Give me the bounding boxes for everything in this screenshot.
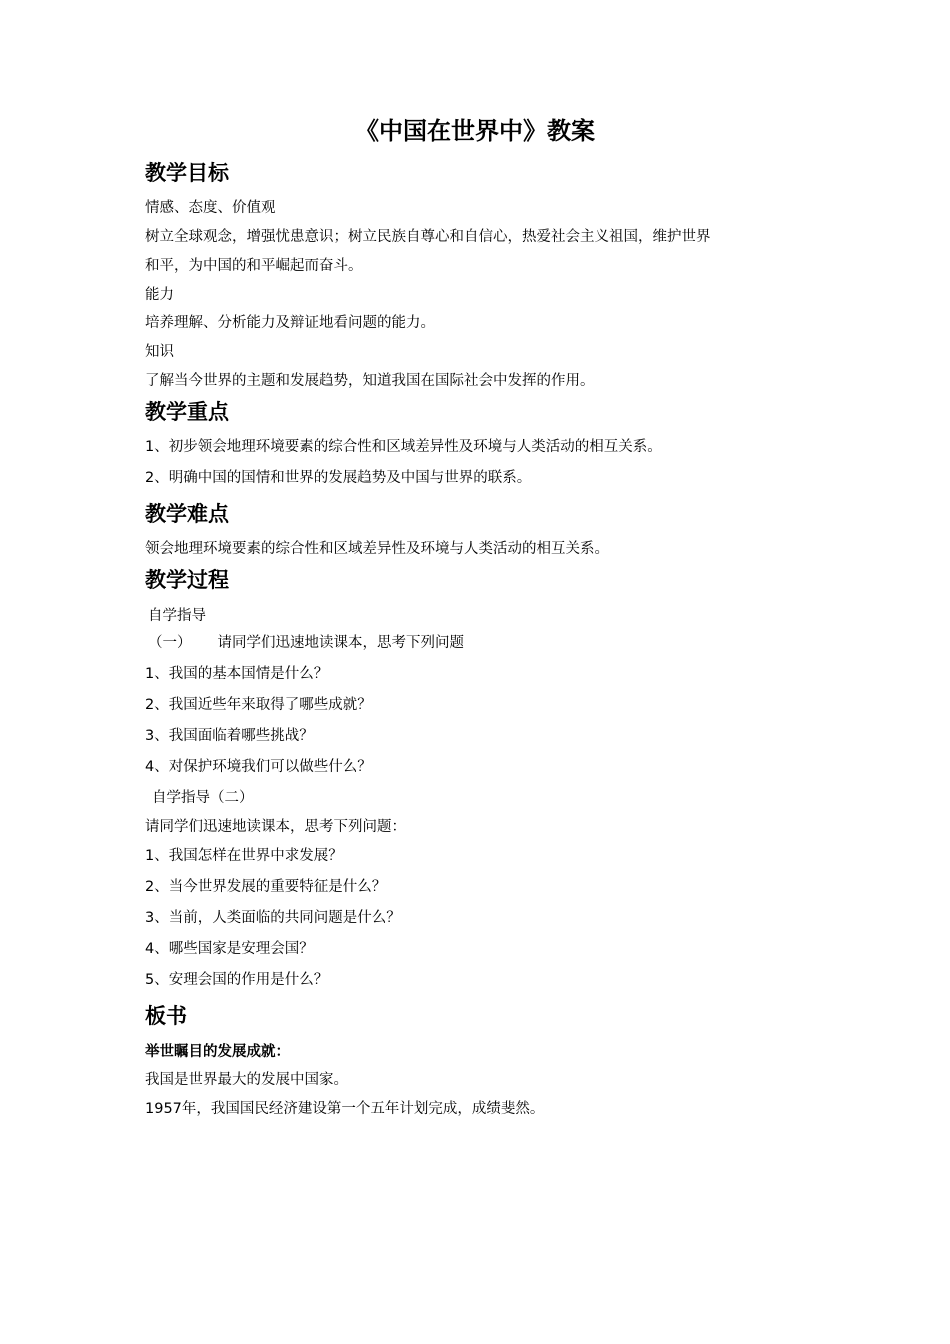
document-title: 《中国在世界中》教案 bbox=[355, 117, 595, 145]
heading-board: 板书 bbox=[145, 1004, 187, 1028]
part1-prefix: （一） bbox=[148, 635, 192, 651]
board-line: 我国是世界最大的发展中国家。 bbox=[145, 1072, 348, 1088]
part2-item: 4、哪些国家是安理会国？ bbox=[145, 941, 314, 957]
emotion-label: 情感、态度、价值观 bbox=[145, 200, 276, 216]
difficulties-text: 领会地理环境要素的综合性和区域差异性及环境与人类活动的相互关系。 bbox=[145, 541, 609, 557]
heading-process: 教学过程 bbox=[145, 568, 229, 592]
part2-item: 3、当前，人类面临的共同问题是什么？ bbox=[145, 910, 401, 926]
part2-item: 2、当今世界发展的重要特征是什么？ bbox=[145, 879, 387, 895]
key-point-item: 1、初步领会地理环境要素的综合性和区域差异性及环境与人类活动的相互关系。 bbox=[145, 439, 662, 455]
part1-heading bbox=[148, 632, 464, 654]
part1-item: 4、对保护环境我们可以做些什么？ bbox=[145, 759, 372, 775]
part1-item: 2、我国近些年来取得了哪些成就？ bbox=[145, 697, 372, 713]
part1-item: 3、我国面临着哪些挑战？ bbox=[145, 728, 314, 744]
knowledge-label: 知识 bbox=[145, 344, 174, 360]
part1-text: 请同学们迅速地读课本，思考下列问题 bbox=[217, 635, 464, 651]
board-line: 1957年，我国国民经济建设第一个五年计划完成，成绩斐然。 bbox=[145, 1101, 545, 1117]
guide-label: 自学指导 bbox=[148, 608, 206, 624]
heading-key-points: 教学重点 bbox=[145, 400, 229, 424]
key-point-item: 2、明确中国的国情和世界的发展趋势及中国与世界的联系。 bbox=[145, 470, 532, 486]
heading-objectives: 教学目标 bbox=[145, 161, 229, 185]
ability-text: 培养理解、分析能力及辩证地看问题的能力。 bbox=[145, 315, 435, 331]
part2-label: 自学指导（二） bbox=[152, 790, 254, 806]
knowledge-text: 了解当今世界的主题和发展趋势，知道我国在国际社会中发挥的作用。 bbox=[145, 373, 595, 389]
board-subheading: 举世瞩目的发展成就： bbox=[145, 1044, 290, 1060]
ability-label: 能力 bbox=[145, 287, 174, 303]
emotion-text-line2: 和平，为中国的和平崛起而奋斗。 bbox=[145, 258, 363, 274]
part2-intro: 请同学们迅速地读课本，思考下列问题： bbox=[145, 819, 406, 835]
part2-item: 5、安理会国的作用是什么？ bbox=[145, 972, 329, 988]
part1-item: 1、我国的基本国情是什么？ bbox=[145, 666, 329, 682]
heading-difficulties: 教学难点 bbox=[145, 502, 229, 526]
emotion-text-line1: 树立全球观念，增强忧患意识；树立民族自尊心和自信心，热爱社会主义祖国，维护世界 bbox=[145, 229, 711, 245]
part2-item: 1、我国怎样在世界中求发展？ bbox=[145, 848, 343, 864]
